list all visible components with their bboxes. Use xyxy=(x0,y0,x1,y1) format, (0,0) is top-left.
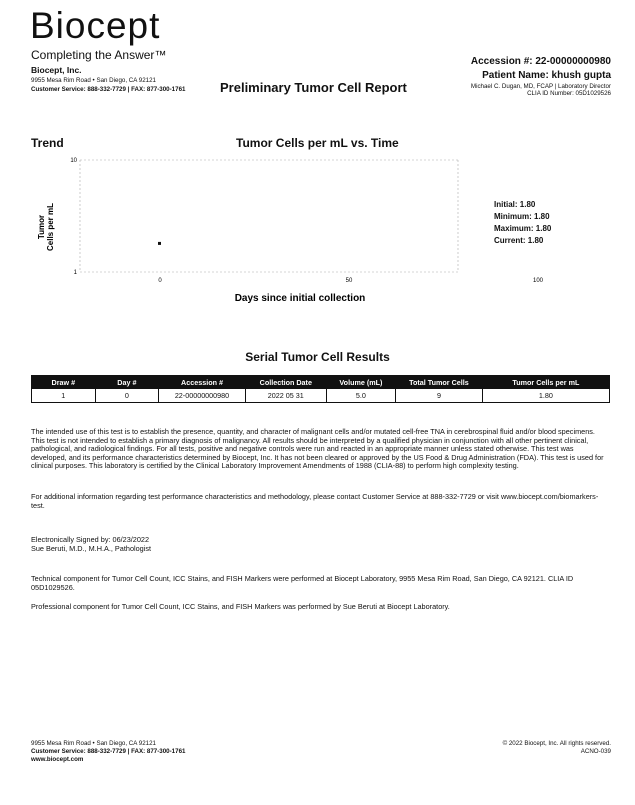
y-tick-label: 10 xyxy=(70,158,77,164)
y-tick-label: 1 xyxy=(73,270,77,276)
footer-service: Customer Service: 888-332-7729 | FAX: 877-300-1761 xyxy=(31,748,186,755)
col-draw: Draw # xyxy=(32,376,96,389)
y-axis-label-line2: Cells per mL xyxy=(46,202,55,252)
stat-maximum: Maximum: 1.80 xyxy=(494,224,552,233)
cell-total-cells: 9 xyxy=(396,389,483,403)
professional-component-text: Professional component for Tumor Cell Count, ICC Stains, and FISH Markers was performed by Sue Beruti at Biocept Laboratory. xyxy=(31,602,450,611)
data-point xyxy=(158,242,161,245)
stat-minimum: Minimum: 1.80 xyxy=(494,212,550,221)
footer-left xyxy=(31,740,185,764)
company-address: 9955 Mesa Rim Road • San Diego, CA 92121 xyxy=(31,77,156,84)
cell-day: 0 xyxy=(95,389,159,403)
col-total-cells: Total Tumor Cells xyxy=(396,376,483,389)
x-tick-label: 50 xyxy=(345,278,353,284)
cell-accession: 22-00000000980 xyxy=(159,389,246,403)
cell-cells-per-ml: 1.80 xyxy=(482,389,609,403)
stat-current: Current: 1.80 xyxy=(494,236,544,245)
accession-number: Accession #: 22-00000000980 xyxy=(470,56,611,67)
electronic-signature: Electronically Signed by: 06/23/2022 xyxy=(31,535,150,544)
col-cells-per-ml: Tumor Cells per mL xyxy=(482,376,609,389)
trend-label: Trend xyxy=(31,136,64,150)
footer-website[interactable]: www.biocept.com xyxy=(31,756,84,763)
x-axis-label: Days since initial collection xyxy=(234,293,366,304)
chart-grid xyxy=(80,160,458,272)
report-title: Preliminary Tumor Cell Report xyxy=(220,80,407,95)
document-code: ACNO-039 xyxy=(580,748,611,755)
col-day: Day # xyxy=(95,376,159,389)
company-logo: Biocept xyxy=(30,5,161,46)
trend-stats xyxy=(494,199,551,247)
stat-initial: Initial: 1.80 xyxy=(494,200,536,209)
col-volume: Volume (mL) xyxy=(326,376,395,389)
cell-volume: 5.0 xyxy=(326,389,395,403)
technical-component-text: Technical component for Tumor Cell Count, ICC Stains, and FISH Markers were performed at Biocept Laboratory, 9955 Mesa Rim Road, San Diego, CA 92121. CLIA ID 05D1029526. xyxy=(31,574,574,592)
col-accession: Accession # xyxy=(159,376,246,389)
patient-name: Patient Name: khush gupta xyxy=(482,70,611,81)
clia-number: CLIA ID Number: 05D1029526 xyxy=(527,90,611,97)
x-tick-label: 0 xyxy=(158,278,162,284)
y-tick-labels xyxy=(70,158,77,276)
table-header-row xyxy=(32,376,610,389)
x-tick-label: 100 xyxy=(532,278,544,284)
cell-collection-date: 2022 05 31 xyxy=(245,389,326,403)
table-row xyxy=(32,389,610,403)
tagline: Completing the Answer™ xyxy=(31,48,167,62)
footer-right xyxy=(503,740,611,756)
y-axis-label-line1: Tumor xyxy=(37,214,46,240)
pathologist-name: Sue Beruti, M.D., M.H.A., Pathologist xyxy=(31,543,152,553)
intended-use-text: The intended use of this test is to establish the presence, quantity, and character of malignant cells and/or mutated cell-free TNA in cerebrospinal fluid and/or blood specimens. This test is not intended to establish a primary diagnosis of malignancy. All results should be interpreted by a qualified physician in conjunction with all other pertinent clinical, pathological, and radiological findings. For all tests, positive and negative controls were run and reacted in an appropriate manner unless stated otherwise. This test was developed, and its performance characteristics determined by Biocept, Inc. It has not been cleared or approved by the US Food & Drug Administration (FDA). This test is used for clinical purposes. This laboratory is certified by the Clinical Laboratory Improvement Amendments of 1988 (CLIA-88) to perform high complexity testing. xyxy=(31,427,604,471)
chart-points xyxy=(158,242,161,245)
chart-title: Tumor Cells per mL vs. Time xyxy=(236,136,399,150)
company-name: Biocept, Inc. xyxy=(31,65,82,75)
signature-block xyxy=(31,536,610,553)
additional-info-text: For additional information regarding test performance characteristics and methodology, please contact Customer Service at 888-332-7729 or visit www.biocept.com/biomarkers-test. xyxy=(31,492,599,510)
copyright: © 2022 Biocept, Inc. All rights reserved. xyxy=(502,740,611,747)
results-title: Serial Tumor Cell Results xyxy=(245,350,390,364)
cell-draw: 1 xyxy=(32,389,96,403)
footer-address: 9955 Mesa Rim Road • San Diego, CA 92121 xyxy=(31,740,156,747)
results-table xyxy=(31,375,610,403)
customer-service: Customer Service: 888-332-7729 | FAX: 877-300-1761 xyxy=(31,86,186,93)
col-collection-date: Collection Date xyxy=(245,376,326,389)
lab-director: Michael C. Dugan, MD, FCAP | Laboratory Director xyxy=(470,83,611,90)
x-tick-labels xyxy=(158,278,543,284)
